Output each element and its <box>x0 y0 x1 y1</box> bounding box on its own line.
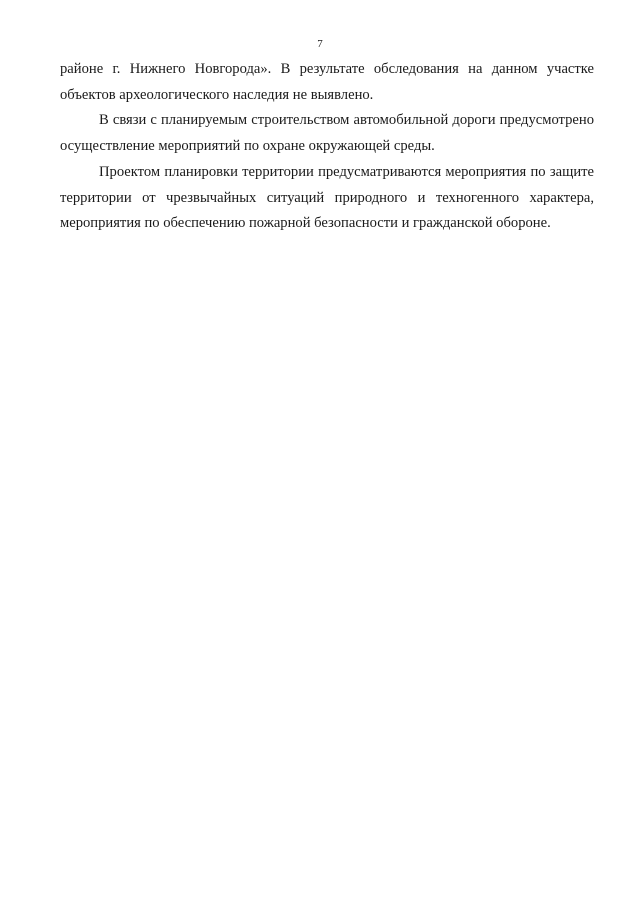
document-body <box>60 57 594 237</box>
page-number: 7 <box>317 38 323 50</box>
paragraph-environment: В связи с планируемым строительством автомобильной дороги предусмотрено осуществление мероприятий по охране окружающей среды. <box>60 112 594 155</box>
paragraph-emergency: Проектом планировки территории предусматриваются мероприятия по защите территории от чрезвычайных ситуаций природного и техногенного характера, мероприятия по обеспечению пожарной безопасности и гражданской обороне. <box>60 163 594 232</box>
paragraph-continuation: районе г. Нижнего Новгорода». В результате обследования на данном участке объектов археологического наследия не выявлено. <box>60 61 594 103</box>
